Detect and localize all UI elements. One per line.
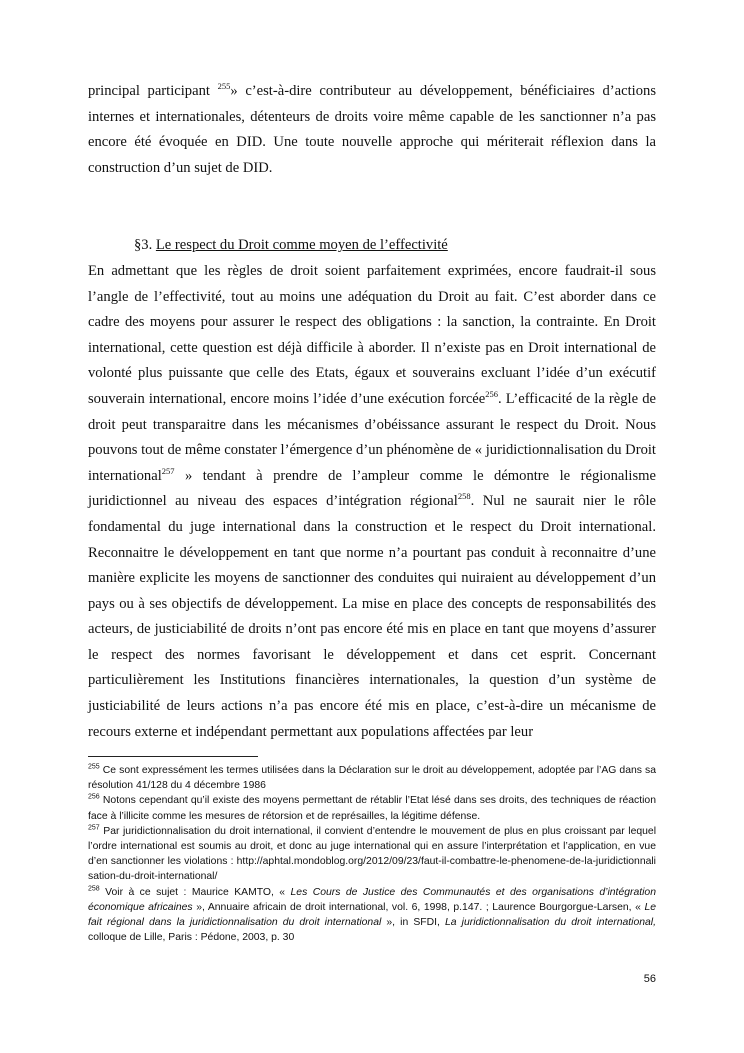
section-number: §3. bbox=[134, 237, 156, 254]
footnote-number: 256 bbox=[88, 793, 100, 801]
footnote-ref-258[interactable]: 258 bbox=[457, 491, 471, 502]
section-spacer bbox=[88, 181, 656, 233]
footnotes bbox=[88, 763, 656, 945]
section-heading bbox=[88, 233, 656, 259]
body-text bbox=[88, 79, 656, 745]
paragraph-main: En admettant que les règles de droit soient parfaitement exprimées, encore faudrait-il sous l’angle de l’effectivité, tout au moins une adéquation du Droit au fait. C’est aborder dans ce cadre des moyens pour assurer le respect des obligations : la sanction, la contrainte. En Droit international, cette question est déjà difficile à aborder. Il n’existe pas en Droit international de volonté plus puissante que celle des Etats, égaux et souverains excluant l’idée d’un exécutif souverain international, encore moins l’idée d’une exécution forcée$^{256}$. L’efficacité de la règle de droit peut transparaitre dans les mécanismes d’obéissance assurant le respect du Droit. Nous pouvons tout de même constater l’émergence d’un phénomène de « juridictionnalisation du Droit international$^{257}$ » tendant à prendre de l’ampleur comme le démontre le régionalisme juridictionnel au niveau des espaces d’intégration régional$^{258}$. Nul ne saurait nier le rôle fondamental du juge international dans la construction et le respect du Droit international. Reconnaitre le développement en tant que norme n’a pourtant pas conduit à reconnaitre d’une manière explicite les moyens de sanctionner des conduites qui nuiraient au développement d’un pays ou à ses objectifs de développement. La mise en place des concepts de responsabilités des acteurs, de justiciabilité de droits n’ont pas encore été mis en place en tant que moyens d’assurer le respect des normes favorisant le développement et dans cet esprit. Concernant particulièrement les Institutions financières internationales, la question d’un système de justiciabilité de leurs actions n’a pas encore été mis en place, c’est-à-dire un mécanisme de recours externe et indépendant permettant aux populations affectées par leur bbox=[88, 262, 657, 740]
footnote-255: $^{255}$ Ce sont expressément les termes utilisées dans la Déclaration sur le droit au développement, adoptée par l’AG dans sa résolution 41/128 du 4 décembre 1986 bbox=[88, 763, 656, 792]
page-number: 56 bbox=[643, 973, 656, 985]
footnote-256: $^{256}$ Notons cependant qu’il existe des moyens permettant de rétablir l’Etat lésé dans ses droits, des techniques de réaction face à l’illicite comme les mesures de rétorsion et de représailles, la légitime défense. bbox=[88, 793, 656, 822]
footnote-ref-255[interactable]: 255 bbox=[217, 81, 231, 92]
footnote-ref-257[interactable]: 257 bbox=[161, 465, 175, 476]
footnote-number: 257 bbox=[88, 824, 100, 832]
footnote-number: 258 bbox=[88, 885, 100, 893]
section-title: Le respect du Droit comme moyen de l’effectivité bbox=[155, 237, 448, 254]
footnote-link[interactable]: http://aphtal.mondoblog.org/2012/09/23/faut-il-combattre-le-phenomene-de-la-juridictionnalisation-du-droit-international/ bbox=[88, 856, 656, 883]
footnote-ref-256[interactable]: 256 bbox=[485, 389, 498, 400]
footnote-number: 255 bbox=[88, 763, 100, 771]
footnote-separator bbox=[88, 756, 258, 757]
paragraph-continuation: principal participant $^{255}$» c’est-à-dire contributeur au développement, bénéficiaires d’actions internes et internationales, détenteurs de droits voire même capable de les sanctionner n’a pas encore été évoquée en DID. Une toute nouvelle approche qui mériterait réflexion dans la construction d’un sujet de DID. bbox=[88, 81, 656, 176]
footnote-257: $^{257}$ Par juridictionnalisation du droit international, il convient d’entendre le mouvement de plus en plus croissant par lequel l’ordre international est soumis au droit, et donc au juge international qui en assure l’interprétation et l’application, en vue d’en sanctionner les violations : http://aphtal.mondoblog.org/2012/09/23/faut-il-combattre-le-phenomene-de-la-juridictionnalisation-du-droit-international/ bbox=[88, 824, 656, 883]
footnote-258: $^{258}$ Voir à ce sujet : Maurice KAMTO, « Les Cours de Justice des Communautés et des organisations d’intégration économique africaines », Annuaire africain de droit international, vol. 6, 1998, p.147. ; Laurence Bourgorgue-Larsen, « Le fait régional dans la juridictionnalisation du droit international », in SFDI, La juridictionnalisation du droit international, colloque de Lille, Paris : Pédone, 2003, p. 30 bbox=[88, 885, 656, 944]
